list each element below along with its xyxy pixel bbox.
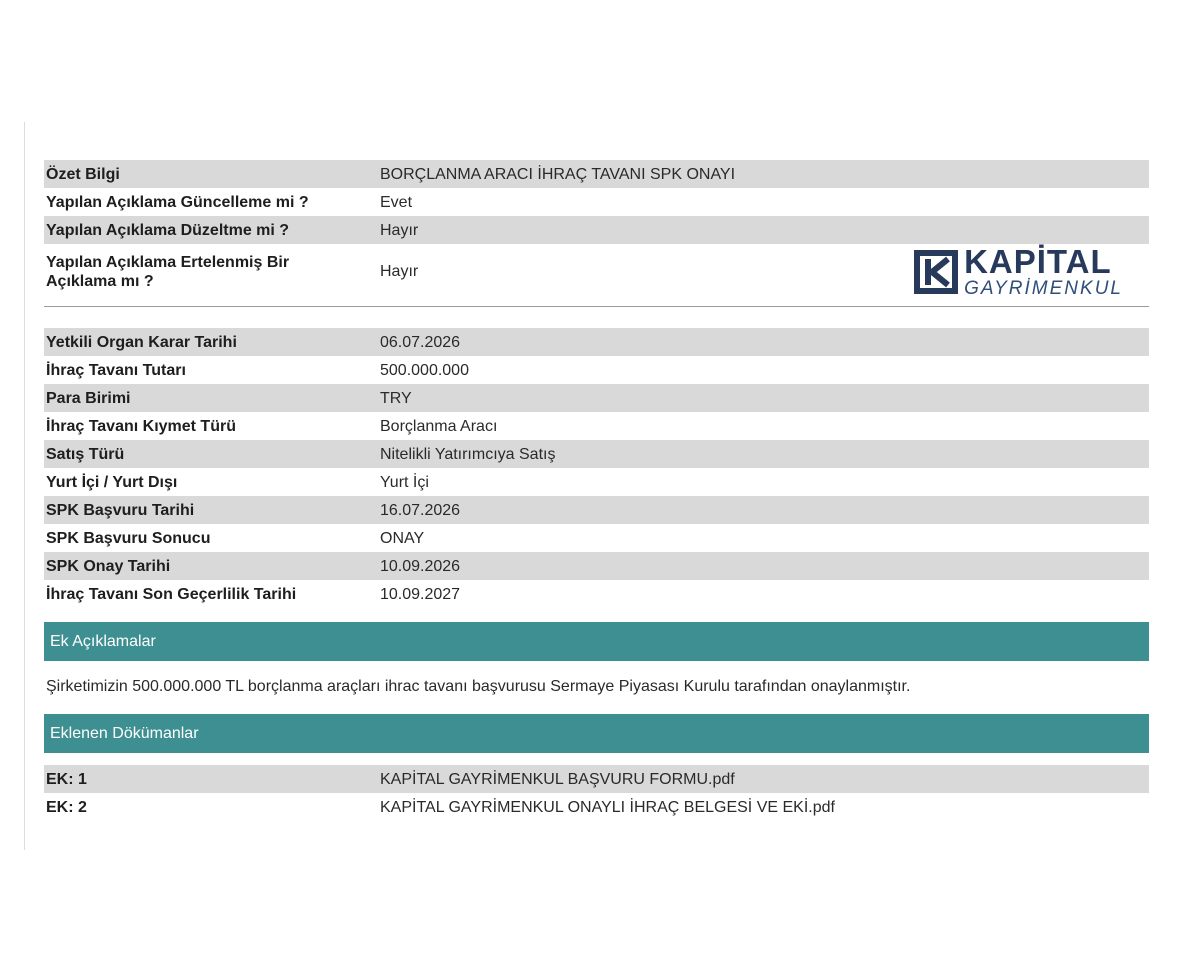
row-value: 16.07.2026 [378, 496, 1149, 524]
row-label: Para Birimi [44, 384, 378, 412]
row-value: 10.09.2026 [378, 552, 1149, 580]
table-row [44, 384, 1149, 412]
row-label: SPK Onay Tarihi [44, 552, 378, 580]
table-row [44, 328, 1149, 356]
row-value: Evet [380, 193, 413, 211]
document-label: EK: 1 [44, 765, 378, 793]
logo-cell [764, 244, 1150, 299]
document-label: EK: 2 [46, 798, 87, 816]
table-row [44, 412, 1149, 440]
row-label: Yapılan Açıklama Güncelleme mi ? [46, 193, 309, 211]
row-label: Yapılan Açıklama Ertelenmiş Bir Açıklama mı ? [46, 253, 290, 290]
row-label: Yetkili Organ Karar Tarihi [44, 328, 378, 356]
table-row [44, 580, 1149, 608]
table-row [44, 160, 1149, 188]
table-row [44, 524, 1149, 552]
left-border [24, 122, 25, 850]
row-label: Yurt İçi / Yurt Dışı [46, 473, 178, 491]
summary-table [44, 160, 1149, 299]
table-row [44, 793, 1149, 821]
row-value: 500.000.000 [380, 361, 469, 379]
row-label: SPK Başvuru Sonucu [46, 529, 211, 547]
row-label: Yapılan Açıklama Düzeltme mi ? [44, 216, 378, 244]
table-row [44, 552, 1149, 580]
documents-table [44, 765, 1149, 821]
table-row [44, 496, 1149, 524]
table-row [44, 188, 1149, 216]
row-label: SPK Başvuru Tarihi [44, 496, 378, 524]
row-value: ONAY [380, 529, 425, 547]
section-divider [44, 306, 1149, 307]
row-label: İhraç Tavanı Son Geçerlilik Tarihi [46, 585, 297, 603]
row-value: 10.09.2027 [380, 585, 461, 603]
row-value: Borçlanma Aracı [380, 417, 498, 435]
row-label: Satış Türü [44, 440, 378, 468]
disclosure-document [44, 160, 1149, 821]
document-link[interactable]: KAPİTAL GAYRİMENKUL BAŞVURU FORMU.pdf [378, 765, 1149, 793]
details-table [44, 328, 1149, 608]
row-value: Hayır [378, 216, 1149, 244]
table-row [44, 765, 1149, 793]
document-link[interactable]: KAPİTAL GAYRİMENKUL ONAYLI İHRAÇ BELGESİ VE EKİ.pdf [380, 798, 835, 816]
logo-wordmark-top: KAPİTAL [964, 243, 1112, 280]
table-row [44, 468, 1149, 496]
kapital-logo-icon [914, 250, 958, 294]
logo-wordmark-bottom: GAYRİMENKUL [964, 278, 1123, 299]
row-value: Hayır [380, 263, 419, 280]
row-label: Özet Bilgi [44, 160, 378, 188]
table-row [44, 216, 1149, 244]
row-value: 06.07.2026 [378, 328, 1149, 356]
row-value: Nitelikli Yatırımcıya Satış [378, 440, 1149, 468]
table-row [44, 356, 1149, 384]
company-logo [764, 245, 1150, 298]
row-value: BORÇLANMA ARACI İHRAÇ TAVANI SPK ONAYI [378, 160, 1149, 188]
table-row [44, 244, 1149, 299]
additional-notes-header: Ek Açıklamalar [44, 622, 1149, 661]
row-value: Yurt İçi [380, 473, 429, 491]
additional-notes-text: Şirketimizin 500.000.000 TL borçlanma araçları ihrac tavanı başvurusu Sermaye Piyasası Kurulu tarafından onaylanmıştır. [46, 678, 911, 695]
row-value: TRY [378, 384, 1149, 412]
row-label: İhraç Tavanı Kıymet Türü [46, 417, 236, 435]
table-row [44, 440, 1149, 468]
row-label: İhraç Tavanı Tutarı [46, 361, 186, 379]
attached-documents-header: Eklenen Dökümanlar [44, 714, 1149, 753]
